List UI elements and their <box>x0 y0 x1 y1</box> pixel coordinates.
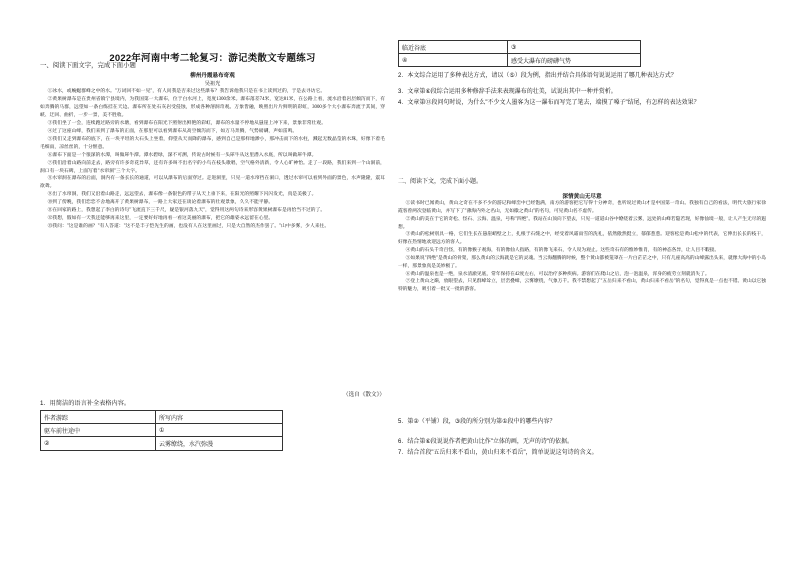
table-cell: 临近谷底 <box>399 41 508 54</box>
section1-heading: 一、阅读下面文字，完成下面小题 <box>40 62 136 69</box>
table-row <box>399 54 641 67</box>
table-cell: ③ <box>508 41 641 54</box>
essay1-paragraph: ⑫我想，假如有一天我还能够再来这里，一定要好好地再看一看这美丽的瀑布，把它的雄姿永远留在心里。 <box>47 216 274 222</box>
essay2-paragraph: ⑥黄山的温泉也是一绝，泉水清澈见底，常年保持在42度左右，可以治疗多种疾病。游客们在爬山之后，泡一泡温泉，浑身的疲劳立刻就消失了。 <box>405 271 710 277</box>
table-cell: 感受大瀑布的磅礴气势 <box>508 54 641 67</box>
essay1-source: （选自《散文》） <box>343 392 385 398</box>
essay1-paragraph: ⑦我们沿着山路向前走去，路旁有许多奇花异草，还有许多叫不出名字的小鸟在枝头歌唱，空气格外清新，令人心旷神怡。走了一段路，我们来到一个山洞前，洞口有一块石碑，上面写着"水帘洞"三个大字。 <box>40 160 385 174</box>
essay1-paragraph: ⑧水帘洞在瀑布的后面，洞内有一条长长的通道，可以从瀑布的后面穿过。走进洞里，只见一道水帘挡在洞口，透过水帘可以看到外面的景色，水声隆隆，震耳欲聋。 <box>40 176 385 190</box>
essay1-paragraph: ⑩到了傍晚，我们恋恋不舍地离开了黄果树瀑布，一路上大家还在谈论着瀑布的壮观景象，久久不能平静。 <box>47 200 274 206</box>
essay2-paragraph: ③黄山的松树别具一格，它们生长在悬崖峭壁之上，扎根于石缝之中，经受着风霜雨雪的洗礼，依然傲然挺立，郁郁葱葱。迎客松是黄山松中的代表，它伸出长长的枝干，好像在热情地欢迎远方的客人。 <box>398 232 766 246</box>
table-cell: ① <box>156 424 283 437</box>
question-5: 5．第②（平铺）段，③段的所分别为第①段中的哪些内容？ <box>398 419 556 425</box>
table-cell: 云雾缭绕，水汽弥漫 <box>156 437 283 450</box>
essay2-paragraph: ⑦登上黄山之巅，放眼望去，只见群峰耸立，层峦叠嶂，云雾缭绕，气象万千。我不禁想起了"五岳归来不看山，黄山归来不看岳"的名句，觉得真是一点也不错。黄山以它独特的魅力，吸引着一批又一批的游客。 <box>398 279 766 293</box>
question-1-table <box>40 410 283 451</box>
table-cell: 驱车前往途中 <box>41 424 156 437</box>
essay1-title: 柳州丹霞悬布奇观 <box>190 73 235 79</box>
essay2-title: 深情黄山无尽意 <box>562 194 602 200</box>
table-header-cell: 作者游踪 <box>41 411 156 424</box>
question-6: 6．结合第⑥段说说作者把黄山比作"立体的画，无声的诗"的依据。 <box>398 439 573 445</box>
essay1-paragraph: ⑥瀑布下面是一个很深的水潭，叫做犀牛潭。潭水碧绿，深不可测，传说古时候有一头犀牛从这里潜入水底，所以叫做犀牛潭。 <box>47 152 317 158</box>
section2-heading: 二、阅读下文，完成下面小题。 <box>398 179 483 185</box>
table-header-row <box>41 411 283 424</box>
essay1-paragraph: ①冰水，或蜿蜒群峰之中的水。"万词回不如一见"，有人问我是否来过这些瀑布？我告诉他我只是在书上读到过的，于是去寻访它。 <box>47 89 326 94</box>
essay1-author: 吴祖光 <box>204 81 221 87</box>
essay1-paragraph: ③我们坐了一会，连续跑过路旁的水塘，看到瀑布在阳光下照射出鲜艳的彩虹，瀑布的水量不停地从悬崖上冲下来，景象非常壮观。 <box>47 120 326 126</box>
essay1-paragraph: ⑪在回家的路上，我想起了李白的诗句"飞流直下三千尺，疑是银河落九天"，觉得用这两句诗来形容黄果树瀑布是再恰当不过的了。 <box>47 208 326 214</box>
essay1-paragraph: ⑨出了水帘洞，我们又沿着山路走，远远望去，瀑布像一条银色的带子从天上垂下来，在阳光的照耀下闪闪发光，真是美极了。 <box>47 192 317 198</box>
essay1-body <box>40 88 385 388</box>
essay1-paragraph: ⑬我问："这是谁的画？"有人答道："这不是丰子恺先生的画，也没有人在这里画过，只是大自然的杰作罢了。"山中多雾，少人来往。 <box>47 224 330 230</box>
essay2-paragraph: ②黄山的美在于它的奇松、怪石、云海、温泉，号称"四绝"。我站在山顶向下望去，只见一道道山谷中缭绕着云雾，远处的山峰若隐若现，好像仙境一般，让人产生无尽的遐想。 <box>398 216 766 230</box>
essay1-paragraph: ②黄果树瀑布是在贵州省镇宁县境内，为我国第一大瀑布，位于白水河上，宽度1300余米。瀑布落差74米，宽达81米，在公路上看，流水沿着岩层倾泻而下，有如奔腾的马群，远望如一条白练挂在天边。瀑布所在处石灰岩受侵蚀，形成各种溶洞奇观。万象皆融，映照出片片鲜明的彩虹，3000多个大小瀑布奔流于其间，穿峡、迂回、曲折，一步一景，美不胜收。 <box>40 96 385 118</box>
question-7: 7．结合首段"五岳归来不看山，黄山归来不看岳"，简单说说这句诗的含义。 <box>398 450 598 456</box>
question-2: 2．本文综合运用了多种表达方式，请以（⑤）段为例，指出并结合具体语句说说运用了哪几种表达方式？ <box>398 73 677 79</box>
document-title: 2022年河南中考二轮复习：游记类散文专题练习 <box>109 53 316 64</box>
essay2-body <box>398 200 766 418</box>
essay1-paragraph: ④过了这座山峰，我们来到了瀑布的正面，在那里可以看到瀑布从高空倾泻而下，如万马奔腾，气势磅礴，声如雷鸣。 <box>47 128 298 134</box>
question-1: 1．用简洁的语言补全表格内容。 <box>40 400 131 407</box>
essay1-paragraph: ⑤我们又走到瀑布的底下，在一块平坦的大石头上坐着，仰望从天而降的瀑布，感到自己是那样地渺小，那冲击而下的水柱，溅起无数晶莹的水珠，好像下着毛毛细雨，凉丝丝的，十分惬意。 <box>40 136 385 150</box>
table-row <box>399 41 641 54</box>
table-row <box>41 424 283 437</box>
table-cell: ② <box>41 437 156 450</box>
essay2-paragraph: ④黄山的石头千奇百怪，有的像猴子观海，有的像仙人指路，有的像飞来石，令人叹为观止。这些奇石有的惟妙惟肖，有的神态各异，让人目不暇接。 <box>405 248 720 254</box>
continued-table <box>398 40 641 67</box>
table-row <box>41 437 283 450</box>
table-header-cell: 所写内容 <box>156 411 283 424</box>
essay2-paragraph: ⑤如果说"四绝"是黄山的骨架，那么黄山的云海就是它的灵魂。当云海翻腾的时候，整个黄山都被笼罩在一片白茫茫之中，只有几座高高的山峰露出头来，就像大海中的小岛一样，那景象真是美妙极了。 <box>398 255 766 269</box>
question-3: 3．文章第⑥段综合运用多种修辞手法来表现瀑布的壮美，试说出其中一种并赏析。 <box>398 89 617 95</box>
table-cell: ④ <box>399 54 508 67</box>
essay2-paragraph: ①读书时已闻黄山，黄山之奇在不多不少的游记和峰峦中已经饱满，南方的游客把它写得十分神奇，也听说过黄山才是中国第一奇山。我独有自己的看法，明代大旅行家徐霞客曾两次登临黄山，并写下了"薄海内外之名山，无如徽之黄山"的名句，可见黄山名不虚传。 <box>398 201 766 214</box>
question-4: 4．文章第⑬段问句时说，为什么"不少文人墨客为这一瀑布而写完了笔去，端摸了嗓子"结尾，有怎样的表达效果？ <box>398 100 700 106</box>
